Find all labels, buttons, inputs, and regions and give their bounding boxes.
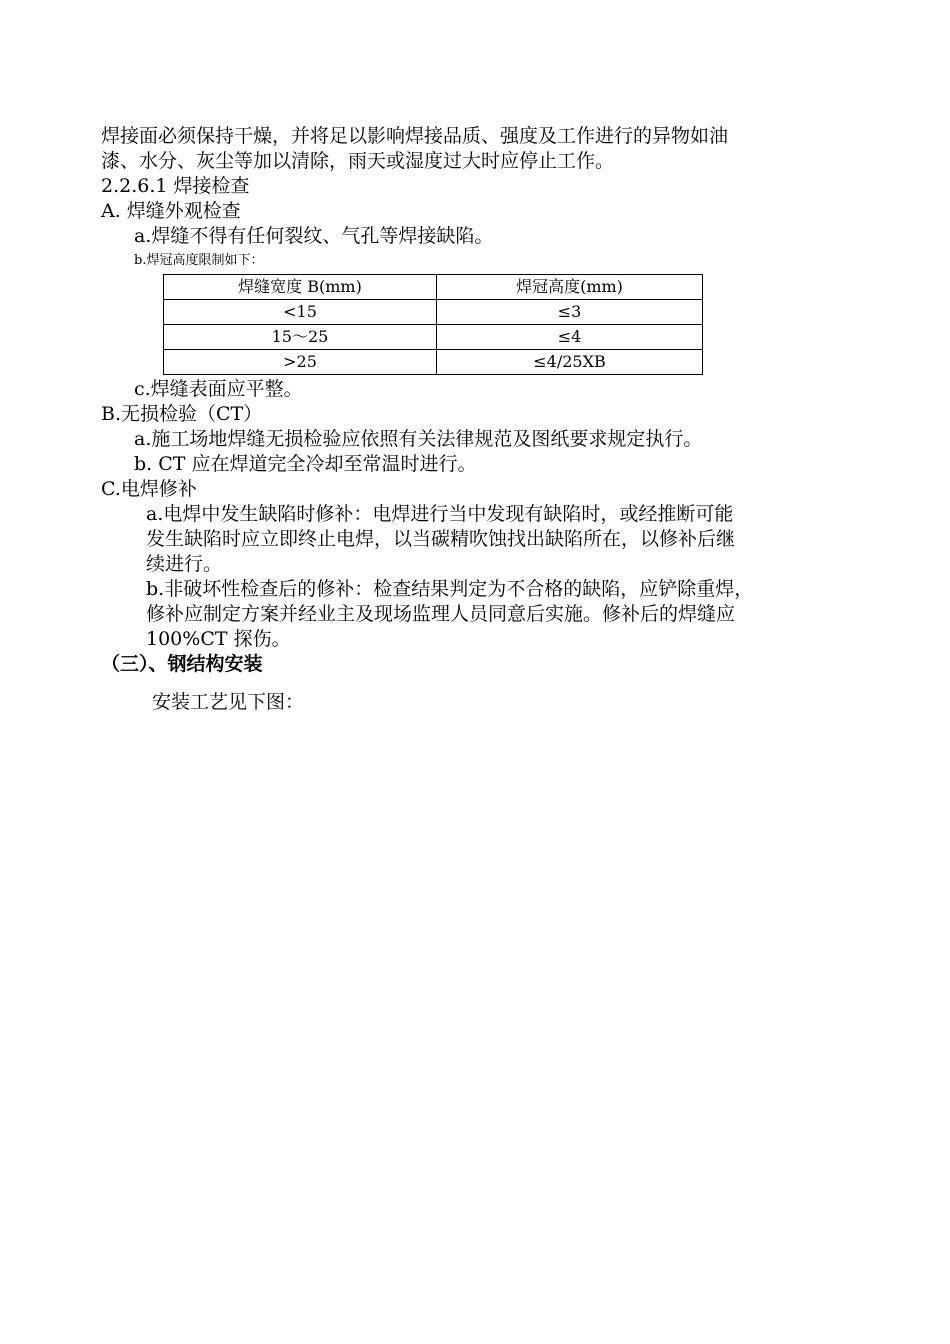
section-c-item-b-line1: b.非破坏性检查后的修补：检查结果判定为不合格的缺陷，应铲除重焊， — [146, 578, 754, 600]
para1-line1: 焊接面必须保持干燥，并将足以影响焊接品质、强度及工作进行的异物如油 — [101, 125, 729, 147]
table-cell: ≤3 — [437, 300, 703, 325]
section-b-title: B.无损检验（CT） — [101, 403, 263, 425]
section-c-item-a-line1: a.电焊中发生缺陷时修补：电焊进行当中发现有缺陷时，或经推断可能 — [146, 503, 734, 525]
section-3-intro: 安装工艺见下图： — [152, 691, 305, 713]
section-c-item-b-line3: 100%CT 探伤。 — [146, 628, 291, 650]
table-cell: <15 — [164, 300, 437, 325]
section-b-item-b: b. CT 应在焊道完全冷却至常温时进行。 — [134, 453, 477, 475]
section-a-item-c: c.焊缝表面应平整。 — [134, 378, 303, 400]
table-row — [164, 325, 703, 350]
table-header-row — [164, 275, 703, 300]
para1-line2: 漆、水分、灰尘等加以清除，雨天或湿度过大时应停止工作。 — [101, 150, 615, 172]
table-cell: 15～25 — [164, 325, 437, 350]
section-b-item-a: a.施工场地焊缝无损检验应依照有关法律规范及图纸要求规定执行。 — [134, 428, 703, 450]
section-c-item-a-line3: 续进行。 — [146, 553, 223, 575]
section-3-heading: （三）、钢结构安装 — [101, 653, 263, 675]
weld-crown-height-table — [163, 274, 703, 375]
table-header-cell: 焊缝宽度 B(mm) — [164, 275, 437, 300]
table-row — [164, 300, 703, 325]
section-a-title: A. 焊缝外观检查 — [101, 200, 241, 222]
section-heading-2261: 2.2.6.1 焊接检查 — [101, 175, 250, 197]
table-cell: ≤4/25XB — [437, 350, 703, 375]
table-cell: >25 — [164, 350, 437, 375]
section-c-item-b-line2: 修补应制定方案并经业主及现场监理人员同意后实施。修补后的焊缝应 — [146, 603, 736, 625]
section-a-item-a: a.焊缝不得有任何裂纹、气孔等焊接缺陷。 — [134, 225, 494, 247]
table-cell: ≤4 — [437, 325, 703, 350]
section-c-title: C.电焊修补 — [101, 478, 197, 500]
table-row — [164, 350, 703, 375]
table-header-cell: 焊冠高度(mm) — [437, 275, 703, 300]
section-c-item-a-line2: 发生缺陷时应立即终止电焊，以当碳精吹蚀找出缺陷所在，以修补后继 — [146, 528, 736, 550]
section-a-item-b: b.焊冠高度限制如下： — [134, 253, 264, 268]
